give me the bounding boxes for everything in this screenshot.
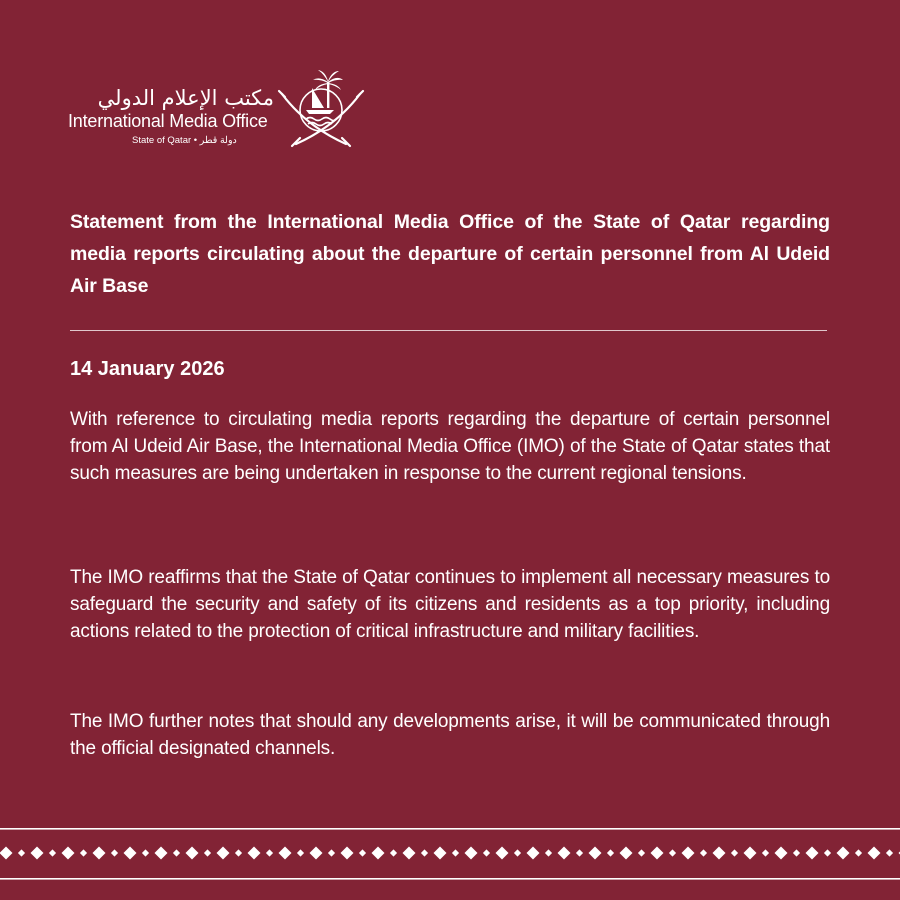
logo-arabic-name: مكتب الإعلام الدولي bbox=[97, 86, 274, 110]
statement-date: 14 January 2026 bbox=[70, 358, 225, 380]
logo-english-name: International Media Office bbox=[68, 111, 268, 131]
logo-subline: State of Qatar • دولة قطر bbox=[132, 135, 237, 146]
statement-title: Statement from the International Media Office of the State of Qatar regarding media reports circulating about the departure of certain personnel from Al Udeid Air Base bbox=[70, 211, 830, 297]
statement-paragraph-2: The IMO reaffirms that the State of Qatar continues to implement all necessary measures to safeguard the security and safety of its citizens and residents as a top priority, including actions related to the protection of critical infrastructure and military facilities. bbox=[70, 567, 830, 642]
statement-paragraph-1: With reference to circulating media reports regarding the departure of certain personnel from Al Udeid Air Base, the International Media Office (IMO) of the State of Qatar states that such measures are being undertaken in response to the current regional tensions. bbox=[70, 409, 830, 484]
diamond-border-pattern-icon bbox=[0, 820, 900, 900]
qatar-emblem-icon bbox=[276, 66, 366, 152]
title-divider bbox=[70, 330, 827, 331]
statement-paragraph-3: The IMO further notes that should any developments arise, it will be communicated through the official designated channels. bbox=[70, 711, 830, 759]
